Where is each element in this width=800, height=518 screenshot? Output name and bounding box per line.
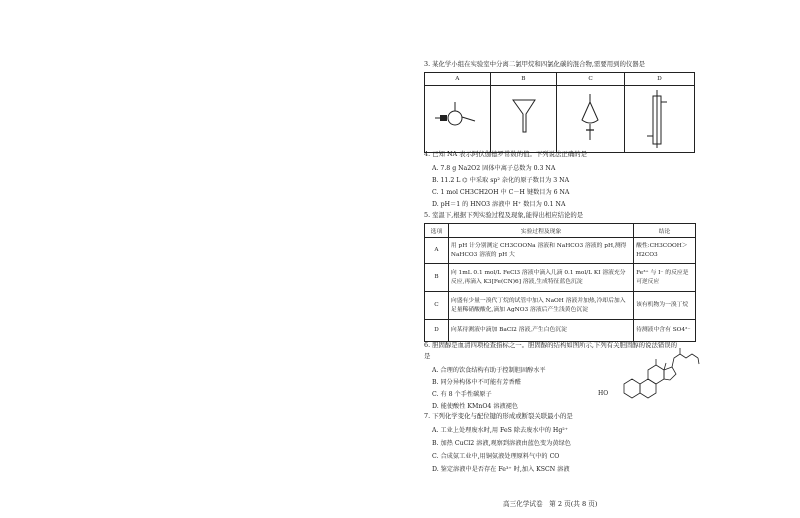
funnel-icon bbox=[491, 88, 557, 148]
q3-header-b: B bbox=[490, 73, 556, 86]
question-7-stem: 7. 下列化学变化与配位键的形成或断裂关联最小的是 bbox=[424, 412, 573, 420]
q6-option-c: C. 有 8 个手性碳原子 bbox=[432, 391, 492, 398]
table-row bbox=[425, 264, 696, 292]
table-row bbox=[425, 320, 696, 342]
q3-cell-b bbox=[490, 86, 556, 153]
q4-option-c: C. 1 mol CH3CH2OH 中 C－H 键数目为 6 NA bbox=[432, 189, 570, 196]
table-row bbox=[425, 292, 696, 320]
q7-option-d: D. 鉴定溶液中是否存在 Fe³⁺ 时,加入 KSCN 溶液 bbox=[432, 466, 570, 473]
q3-cell-c bbox=[557, 86, 625, 153]
q5-row-c-conclusion: 该有机物为一溴丁烷 bbox=[634, 292, 696, 320]
table-row bbox=[425, 238, 696, 264]
q3-cell-d bbox=[625, 86, 695, 153]
cholesterol-structure-icon bbox=[610, 346, 700, 406]
q6-option-d: D. 能使酸性 KMnO4 溶液褪色 bbox=[432, 403, 519, 410]
q5-header-process: 实验过程及现象 bbox=[448, 224, 633, 238]
page-footer: 高三化学试卷 第 2 页(共 8 页) bbox=[503, 500, 598, 508]
q5-row-d-option: D bbox=[425, 320, 449, 342]
hydroxyl-label: HO bbox=[598, 390, 609, 397]
question-3-table bbox=[424, 72, 695, 153]
separatory-funnel-icon bbox=[557, 88, 623, 148]
q7-option-b: B. 加热 CuCl2 溶液,观察到溶液由蓝色变为黄绿色 bbox=[432, 440, 571, 447]
q7-option-a: A. 工业上处理废水时,用 FeS 除去废水中的 Hg²⁺ bbox=[432, 427, 569, 434]
q5-header-option: 选项 bbox=[425, 224, 449, 238]
question-5-stem: 5. 室温下,根据下列实验过程及现象,能得出相应结论的是 bbox=[424, 211, 584, 219]
q3-cell-a bbox=[425, 86, 491, 153]
q4-option-b: B. 11.2 L ⌬ 中采取 sp² 杂化的原子数目为 3 NA bbox=[432, 177, 570, 184]
q5-header-conclusion: 结论 bbox=[634, 224, 696, 238]
q5-row-b-option: B bbox=[425, 264, 449, 292]
q5-row-c-option: C bbox=[425, 292, 449, 320]
question-5-table bbox=[424, 223, 696, 342]
question-4-stem: 4. 已知 NA 表示阿伏伽德罗常数的值。下列说法正确的是 bbox=[424, 150, 587, 158]
q5-row-d-conclusion: 待测液中含有 SO4²⁻ bbox=[634, 320, 696, 342]
q6-option-a: A. 合理的饮食结构有助于控制胆固醇水平 bbox=[432, 367, 546, 374]
q5-row-c-process: 向盛有少量一溴代丁烷的试管中加入 NaOH 溶液并加热,冷却后加入足量稀硝酸酸化,滴加 AgNO3 溶液后产生浅黄色沉淀 bbox=[448, 292, 633, 320]
q4-option-d: D. pH＝1 的 HNO3 溶液中 H⁺ 数目为 0.1 NA bbox=[432, 201, 566, 208]
q7-option-c: C. 合成氨工业中,用铜氨液处理原料气中的 CO bbox=[432, 453, 560, 460]
q5-row-a-process: 用 pH 计分别测定 CH3COONa 溶液和 NaHCO3 溶液的 pH,测得 NaHCO3 溶液的 pH 大 bbox=[448, 238, 633, 264]
q3-header-c: C bbox=[557, 73, 625, 86]
q5-row-a-option: A bbox=[425, 238, 449, 264]
question-6-stem-line1: 6. 胆固醇是血清四项检查指标之一。胆固醇的结构如图所示,下列有关胆固醇的说法错误的 bbox=[424, 341, 678, 349]
condenser-icon bbox=[625, 88, 691, 148]
q3-header-d: D bbox=[625, 73, 695, 86]
q5-row-d-process: 向某待测液中滴加 BaCl2 溶液,产生白色沉淀 bbox=[448, 320, 633, 342]
q3-header-a: A bbox=[425, 73, 491, 86]
q6-option-b: B. 同分异构体中不可能有芳香醛 bbox=[432, 379, 521, 386]
q4-option-a: A. 7.8 g Na2O2 固体中离子总数为 0.3 NA bbox=[432, 165, 556, 172]
cholesterol-structure bbox=[598, 346, 700, 410]
distillation-flask-icon bbox=[425, 88, 491, 148]
q5-row-a-conclusion: 酸性:CH3COOH＞H2CO3 bbox=[634, 238, 696, 264]
question-3-stem: 3. 某化学小组在实验室中分离二氯甲烷和四氯化碳的混合物,需要用到的仪器是 bbox=[424, 60, 646, 68]
question-6-stem-line2: 是 bbox=[424, 352, 431, 360]
q5-row-b-process: 向 1mL 0.1 mol/L FeCl3 溶液中滴入几滴 0.1 mol/L KI 溶液充分反应,再滴入 K3[Fe(CN)6] 溶液,生成特征蓝色沉淀 bbox=[448, 264, 633, 292]
q5-row-b-conclusion: Fe³⁺ 与 I⁻ 的反应是可逆反应 bbox=[634, 264, 696, 292]
